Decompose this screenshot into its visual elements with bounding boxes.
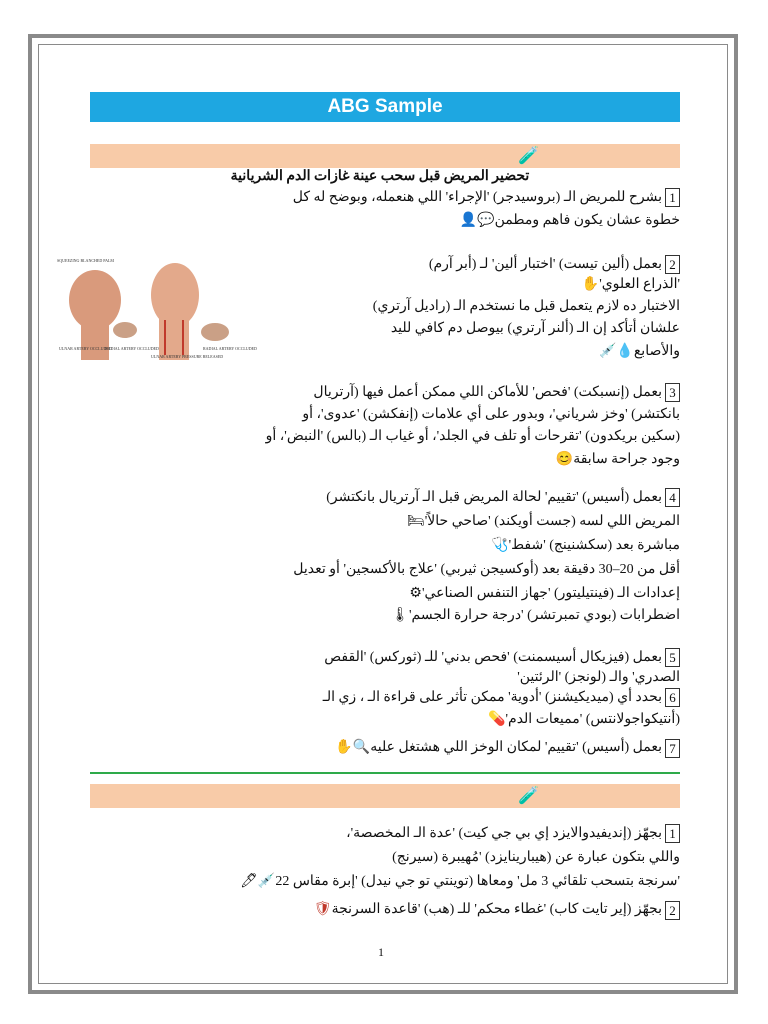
- allen-test-illustration: [55, 250, 257, 362]
- item-5-line-1: 5بعمل (فيزيكال أسيسمنت) 'فحص بدني' للـ (ثوركس) 'القفص: [324, 648, 680, 668]
- item-2-line-2: 'الذراع العلوي'✋: [582, 275, 680, 295]
- section-bar-1: [90, 144, 680, 168]
- test-tube-icon: 🧪: [518, 146, 540, 165]
- item-4-line-4: أقل من 20–30 دقيقة بعد (أوكسيجن ثيربي) 'علاج بالأكسجين' أو تعديل: [293, 562, 680, 577]
- item-1-line-2: خطوة عشان يكون فاهم ومطمن💬👤: [460, 211, 680, 231]
- item-1-line-1: 1بشرح للمريض الـ (بروسيدجر) 'الإجراء' اللي هنعمله، وبوضح له كل: [293, 188, 680, 208]
- item-4-line-3: مباشرة بعد (سكشنينج) 'شفط'🩺: [491, 536, 680, 556]
- item-7-line-1: 7بعمل (أسيس) 'تقييم' لمكان الوخز اللي هشتغل عليه🔍✋: [335, 738, 680, 758]
- item-6-line-2: (أنتيكواجولانتس) 'مميعات الدم'💊: [488, 710, 680, 730]
- item-3-line-1: 3بعمل (إنسبكت) 'فحص' للأماكن اللي ممكن أعمل فيها (آرتريال: [313, 383, 680, 403]
- item-5-line-2: الصدري' والـ (لونجز) 'الرئتين': [517, 670, 680, 685]
- illus-label: RADIAL ARTERY OCCLUDED: [203, 346, 257, 351]
- item-number: 1: [665, 188, 680, 207]
- item-4-line-5: إعدادات الـ (فينتيليتور) 'جهاز التنفس الصناعي'⚙: [409, 584, 680, 604]
- s2-item-1-line-1: 1بجهّز (إنديفيدوالايزد إي بي جي كيت) 'عدة الـ المخصصة'،: [346, 824, 680, 844]
- item-4-line-1: 4بعمل (أسيس) 'تقييم' لحالة المريض قبل الـ آرتريال بانكتشر): [326, 488, 680, 508]
- section-bar-2: [90, 784, 680, 808]
- item-2-line-5: والأصابع💧💉: [599, 342, 680, 362]
- syringe-icon: 💉: [598, 344, 617, 359]
- ventilator-icon: ⚙: [409, 586, 422, 601]
- illus-label: SQUEEZING BLANCHED PALM: [57, 258, 114, 263]
- illus-label: ULNAR ARTERY PRESSURE RELEASED: [151, 354, 224, 359]
- person-icon: 👤: [459, 213, 478, 228]
- illus-label: RADIAL ARTERY OCCLUDED: [105, 346, 159, 351]
- item-4-line-6: اضطرابات (بودي تمبرتشر) 'درجة حرارة الجسم'🌡: [391, 606, 680, 626]
- item-number: 6: [665, 688, 680, 707]
- item-number: 2: [665, 901, 680, 920]
- item-number: 1: [665, 824, 680, 843]
- illus-label: ULNAR ARTERY OCCLUDED: [59, 346, 112, 351]
- thermometer-icon: 🌡: [391, 608, 410, 623]
- smile-icon: 😊: [555, 452, 574, 467]
- item-3-line-2: بانكتشر) 'وخز شرياني'، وبدور على أي علامات (إنفكشن) 'عدوى'، أو: [302, 407, 680, 422]
- shield-icon: 🛡: [313, 902, 332, 917]
- s2-item-1-line-3: 'سرنجة بتسحب تلقائي 3 مل' ومعاها (توينتي تو جي نيدل) 'إبرة مقاس 22💉🖊: [240, 872, 680, 892]
- syringe-icon: 🖊: [240, 874, 258, 889]
- stethoscope-icon: 🩺: [491, 538, 509, 553]
- item-number: 7: [665, 739, 680, 758]
- test-tube-icon: 🧪: [518, 786, 540, 805]
- item-number: 4: [665, 488, 680, 507]
- section-divider: [90, 772, 680, 774]
- item-4-line-2: المريض اللي لسه (جست أويكند) 'صاحي حالاً'🛏: [407, 512, 680, 532]
- hand-icon: ✋: [335, 740, 353, 755]
- item-3-line-4: وجود جراحة سابقة😊: [556, 450, 680, 470]
- item-2-line-4: علشان أتأكد إن الـ (ألنر آرتري) بيوصل دم كافي لليد: [390, 321, 680, 336]
- hand-icon: ✋: [581, 277, 600, 292]
- page-title: ABG Sample: [90, 92, 680, 122]
- section-heading: تحضير المريض قبل سحب عينة غازات الدم الشريانية: [230, 169, 530, 184]
- item-3-line-3: (سكين بريكدون) 'تقرحات أو تلف في الجلد'، أو غياب الـ (بالس) 'النبض'، أو: [265, 429, 680, 444]
- page-number: 1: [378, 945, 384, 959]
- item-6-line-1: 6بحدد أي (ميديكيشنز) 'أدوية' ممكن تأثر على قراءة الـ ، زي الـ: [323, 688, 680, 708]
- item-number: 3: [665, 383, 680, 402]
- item-number: 2: [665, 255, 680, 274]
- s2-item-2-line-1: 2بجهّز (إير تايت كاب) 'غطاء محكم' للـ (هب) 'قاعدة السرنجة🛡: [314, 900, 680, 920]
- s2-item-1-line-2: واللي بتكون عبارة عن (هيبارينايزد) 'مُهيبرة (سيرنج): [392, 850, 680, 865]
- item-2-line-1: 2بعمل (ألين تيست) 'اختبار ألين' لـ (أبر آرم): [429, 255, 680, 275]
- item-2-line-3: الاختبار ده لازم يتعمل قبل ما نستخدم الـ (راديل آرتري): [372, 299, 680, 314]
- blood-drop-icon: 💧: [616, 344, 634, 359]
- syringe-icon: 💉: [257, 874, 276, 889]
- pill-icon: 💊: [488, 712, 506, 727]
- speech-icon: 💬: [477, 213, 495, 228]
- magnifier-icon: 🔍: [352, 740, 371, 755]
- bed-icon: 🛏: [406, 514, 425, 529]
- item-number: 5: [665, 648, 680, 667]
